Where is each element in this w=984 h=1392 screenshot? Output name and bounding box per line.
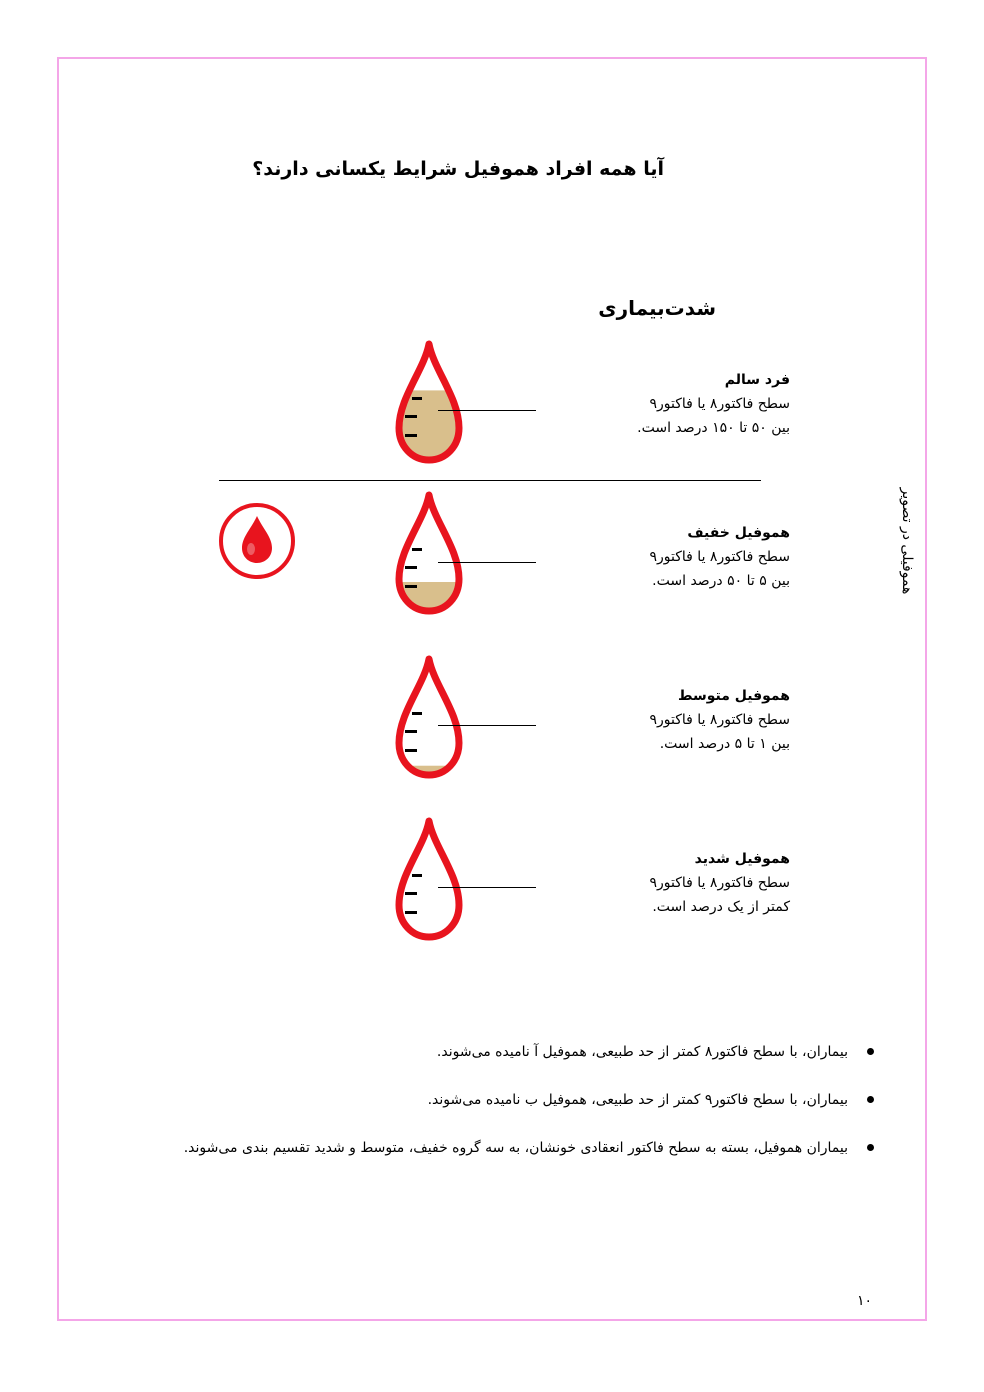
level-line-2: بین ۵ تا ۵۰ درصد است. <box>652 573 790 589</box>
level-heading: فرد سالم <box>724 372 790 388</box>
pointer-line <box>438 887 536 888</box>
level-row-moderate <box>380 655 800 785</box>
side-label-text: هموفیلی در تصویر <box>899 487 915 595</box>
blood-drop-gauge-icon <box>388 491 470 619</box>
level-heading: هموفیل شدید <box>694 851 790 867</box>
level-line-1: سطح فاکتور۸ یا فاکتور۹ <box>649 712 790 728</box>
level-description <box>590 847 790 919</box>
level-description <box>590 684 790 756</box>
page-number: ۱۰ <box>856 1293 872 1309</box>
level-line-2: بین ۵۰ تا ۱۵۰ درصد است. <box>637 420 790 436</box>
level-row-healthy <box>380 340 800 470</box>
level-line-1: سطح فاکتور۸ یا فاکتور۹ <box>649 875 790 891</box>
blood-drop-gauge-icon <box>388 817 470 945</box>
bullet-dot-icon <box>867 1048 874 1055</box>
pointer-line <box>438 562 536 563</box>
list-item <box>100 1038 874 1086</box>
list-item-text: بیماران هموفیل، بسته به سطح فاکتور انعقادی خونشان، به سه گروه خفیف، متوسط و شدید تقسیم بندی می‌شوند. <box>183 1140 848 1156</box>
level-line-1: سطح فاکتور۸ یا فاکتور۹ <box>649 396 790 412</box>
list-item <box>100 1134 874 1182</box>
level-heading: هموفیل خفیف <box>687 525 790 541</box>
level-line-1: سطح فاکتور۸ یا فاکتور۹ <box>649 549 790 565</box>
list-item-text: بیماران، با سطح فاکتور۹ کمتر از حد طبیعی، هموفیل ب نامیده می‌شوند. <box>427 1092 848 1108</box>
side-label <box>892 475 922 615</box>
blood-drop-gauge-icon <box>388 340 470 468</box>
level-heading: هموفیل متوسط <box>677 688 790 704</box>
divider-line <box>219 480 761 481</box>
level-description <box>590 368 790 440</box>
bullet-dot-icon <box>867 1096 874 1103</box>
pointer-line <box>438 725 536 726</box>
pointer-line <box>438 410 536 411</box>
blood-drop-gauge-icon <box>388 655 470 783</box>
level-row-mild <box>380 491 800 621</box>
list-item <box>100 1086 874 1134</box>
level-row-severe <box>380 817 800 947</box>
list-item-text: بیماران، با سطح فاکتور۸ کمتر از حد طبیعی، هموفیل آ نامیده می‌شوند. <box>436 1044 848 1060</box>
bullet-dot-icon <box>867 1144 874 1151</box>
section-heading: شدت‌بیماری <box>598 296 716 320</box>
page-title: آیا همه افراد هموفیل شرایط یکسانی دارند؟ <box>252 158 664 180</box>
level-line-2: کمتر از یک درصد است. <box>652 899 790 915</box>
level-line-2: بین ۱ تا ۵ درصد است. <box>659 736 790 752</box>
bullet-list <box>100 1038 874 1182</box>
blood-drop-emblem-icon <box>218 502 296 580</box>
level-description <box>590 521 790 593</box>
